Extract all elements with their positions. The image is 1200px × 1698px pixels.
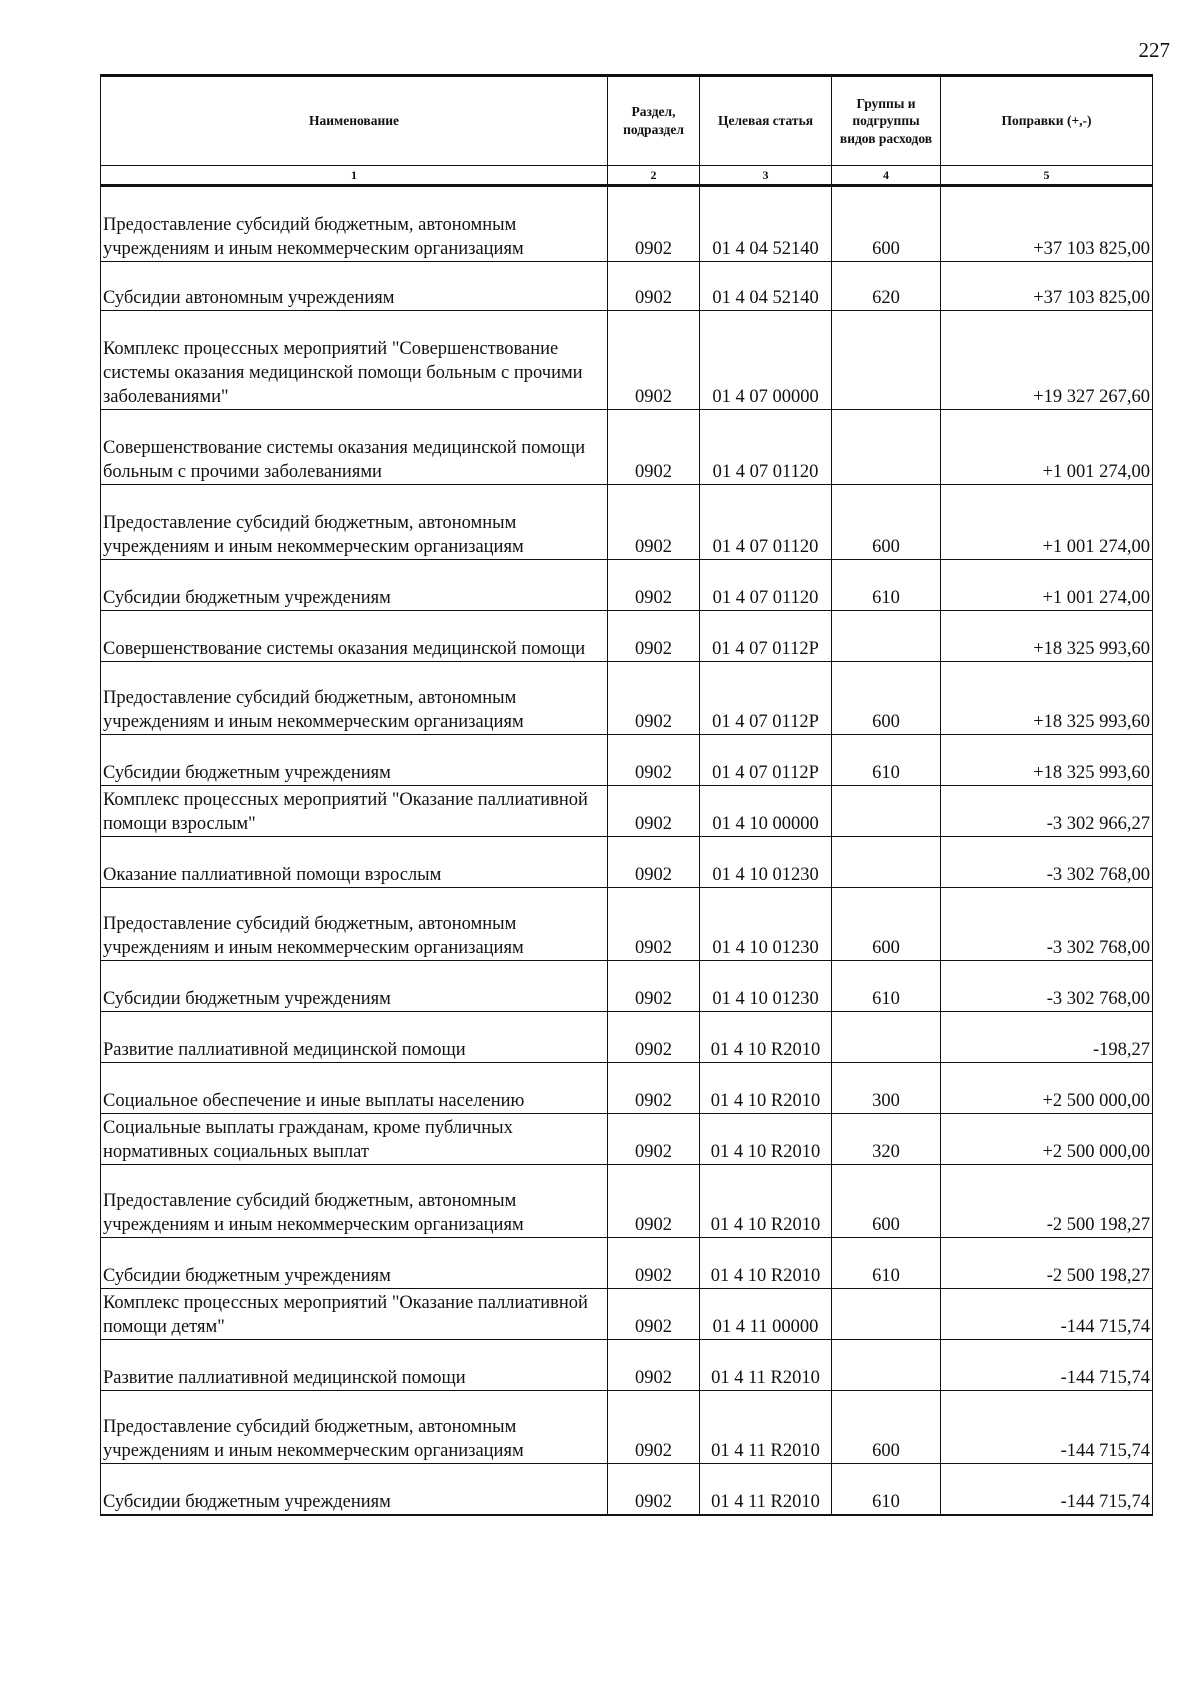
row-amount: +1 001 274,00 bbox=[941, 410, 1153, 485]
row-section: 0902 bbox=[608, 311, 700, 410]
row-section: 0902 bbox=[608, 1165, 700, 1238]
row-section: 0902 bbox=[608, 560, 700, 611]
row-section: 0902 bbox=[608, 786, 700, 837]
row-name: Субсидии бюджетным учреждениям bbox=[101, 735, 608, 786]
row-group: 610 bbox=[832, 961, 941, 1012]
row-group: 600 bbox=[832, 888, 941, 961]
table-row bbox=[101, 410, 1153, 485]
row-target: 01 4 07 00000 bbox=[700, 311, 832, 410]
row-amount: -144 715,74 bbox=[941, 1464, 1153, 1516]
row-section: 0902 bbox=[608, 1289, 700, 1340]
column-number-row bbox=[101, 166, 1153, 186]
row-section: 0902 bbox=[608, 1238, 700, 1289]
table-body bbox=[101, 186, 1153, 1516]
row-name: Совершенствование системы оказания медицинской помощи больным с прочими заболеваниями bbox=[101, 410, 608, 485]
row-target: 01 4 10 01230 bbox=[700, 961, 832, 1012]
row-target: 01 4 07 0112Р bbox=[700, 611, 832, 662]
row-amount: -198,27 bbox=[941, 1012, 1153, 1063]
header-target: Целевая статья bbox=[700, 76, 832, 166]
row-section: 0902 bbox=[608, 1464, 700, 1516]
row-target: 01 4 10 R2010 bbox=[700, 1165, 832, 1238]
table-row bbox=[101, 735, 1153, 786]
row-name: Развитие паллиативной медицинской помощи bbox=[101, 1340, 608, 1391]
row-section: 0902 bbox=[608, 735, 700, 786]
row-name: Комплекс процессных мероприятий "Оказание паллиативной помощи детям" bbox=[101, 1289, 608, 1340]
row-group: 600 bbox=[832, 186, 941, 262]
row-section: 0902 bbox=[608, 410, 700, 485]
table-header-row bbox=[101, 76, 1153, 166]
row-name: Комплекс процессных мероприятий "Оказание паллиативной помощи взрослым" bbox=[101, 786, 608, 837]
table-row bbox=[101, 1114, 1153, 1165]
row-group: 600 bbox=[832, 662, 941, 735]
row-amount: -3 302 768,00 bbox=[941, 837, 1153, 888]
row-target: 01 4 07 0112Р bbox=[700, 662, 832, 735]
table-row bbox=[101, 485, 1153, 560]
table-row bbox=[101, 1063, 1153, 1114]
row-name: Комплекс процессных мероприятий "Совершенствование системы оказания медицинской помощи больным с прочими заболеваниями" bbox=[101, 311, 608, 410]
table-row bbox=[101, 1391, 1153, 1464]
row-section: 0902 bbox=[608, 1114, 700, 1165]
row-name: Совершенствование системы оказания медицинской помощи bbox=[101, 611, 608, 662]
row-target: 01 4 07 01120 bbox=[700, 485, 832, 560]
row-amount: +1 001 274,00 bbox=[941, 560, 1153, 611]
row-group: 600 bbox=[832, 1391, 941, 1464]
row-amount: -3 302 768,00 bbox=[941, 888, 1153, 961]
row-group bbox=[832, 1012, 941, 1063]
row-amount: +2 500 000,00 bbox=[941, 1063, 1153, 1114]
table-row bbox=[101, 1340, 1153, 1391]
row-section: 0902 bbox=[608, 1391, 700, 1464]
row-amount: +18 325 993,60 bbox=[941, 735, 1153, 786]
column-number: 4 bbox=[832, 166, 941, 186]
row-name: Социальное обеспечение и иные выплаты населению bbox=[101, 1063, 608, 1114]
table-row bbox=[101, 1238, 1153, 1289]
table-row bbox=[101, 837, 1153, 888]
row-name: Оказание паллиативной помощи взрослым bbox=[101, 837, 608, 888]
column-number: 3 bbox=[700, 166, 832, 186]
row-amount: -3 302 768,00 bbox=[941, 961, 1153, 1012]
row-group: 610 bbox=[832, 1238, 941, 1289]
row-name: Субсидии бюджетным учреждениям bbox=[101, 560, 608, 611]
row-group bbox=[832, 1289, 941, 1340]
row-target: 01 4 11 R2010 bbox=[700, 1464, 832, 1516]
row-amount: +18 325 993,60 bbox=[941, 611, 1153, 662]
row-group: 600 bbox=[832, 485, 941, 560]
row-name: Предоставление субсидий бюджетным, автономным учреждениям и иным некоммерческим организациям bbox=[101, 1165, 608, 1238]
row-amount: +19 327 267,60 bbox=[941, 311, 1153, 410]
row-section: 0902 bbox=[608, 961, 700, 1012]
header-groups: Группы и подгруппы видов расходов bbox=[832, 76, 941, 166]
row-section: 0902 bbox=[608, 611, 700, 662]
row-group: 600 bbox=[832, 1165, 941, 1238]
row-group bbox=[832, 786, 941, 837]
row-section: 0902 bbox=[608, 662, 700, 735]
row-amount: -3 302 966,27 bbox=[941, 786, 1153, 837]
row-section: 0902 bbox=[608, 1340, 700, 1391]
row-target: 01 4 10 R2010 bbox=[700, 1114, 832, 1165]
table-row bbox=[101, 1165, 1153, 1238]
column-number: 5 bbox=[941, 166, 1153, 186]
row-name: Субсидии бюджетным учреждениям bbox=[101, 961, 608, 1012]
row-amount: +2 500 000,00 bbox=[941, 1114, 1153, 1165]
row-group: 620 bbox=[832, 262, 941, 311]
table-row bbox=[101, 262, 1153, 311]
row-target: 01 4 04 52140 bbox=[700, 262, 832, 311]
row-target: 01 4 11 R2010 bbox=[700, 1391, 832, 1464]
row-section: 0902 bbox=[608, 1012, 700, 1063]
table-row bbox=[101, 888, 1153, 961]
table-row bbox=[101, 611, 1153, 662]
table-row bbox=[101, 186, 1153, 262]
row-section: 0902 bbox=[608, 888, 700, 961]
row-group bbox=[832, 837, 941, 888]
table-row bbox=[101, 1012, 1153, 1063]
budget-amendments-table bbox=[100, 74, 1153, 1516]
row-section: 0902 bbox=[608, 1063, 700, 1114]
row-target: 01 4 07 01120 bbox=[700, 560, 832, 611]
table-row bbox=[101, 786, 1153, 837]
row-section: 0902 bbox=[608, 186, 700, 262]
row-target: 01 4 10 R2010 bbox=[700, 1063, 832, 1114]
table-row bbox=[101, 1464, 1153, 1516]
row-group bbox=[832, 410, 941, 485]
row-amount: +18 325 993,60 bbox=[941, 662, 1153, 735]
row-group bbox=[832, 311, 941, 410]
row-amount: +37 103 825,00 bbox=[941, 262, 1153, 311]
row-group bbox=[832, 611, 941, 662]
row-group: 610 bbox=[832, 560, 941, 611]
row-section: 0902 bbox=[608, 485, 700, 560]
row-amount: -144 715,74 bbox=[941, 1340, 1153, 1391]
row-name: Субсидии бюджетным учреждениям bbox=[101, 1464, 608, 1516]
header-name: Наименование bbox=[101, 76, 608, 166]
row-amount: +37 103 825,00 bbox=[941, 186, 1153, 262]
row-amount: -2 500 198,27 bbox=[941, 1238, 1153, 1289]
page-number: 227 bbox=[1138, 38, 1170, 62]
row-target: 01 4 07 0112Р bbox=[700, 735, 832, 786]
row-target: 01 4 11 00000 bbox=[700, 1289, 832, 1340]
row-target: 01 4 10 00000 bbox=[700, 786, 832, 837]
row-amount: -2 500 198,27 bbox=[941, 1165, 1153, 1238]
header-section: Раздел, подраздел bbox=[608, 76, 700, 166]
row-target: 01 4 10 01230 bbox=[700, 888, 832, 961]
row-group bbox=[832, 1340, 941, 1391]
row-name: Субсидии автономным учреждениям bbox=[101, 262, 608, 311]
row-name: Предоставление субсидий бюджетным, автономным учреждениям и иным некоммерческим организациям bbox=[101, 485, 608, 560]
row-name: Субсидии бюджетным учреждениям bbox=[101, 1238, 608, 1289]
row-name: Предоставление субсидий бюджетным, автономным учреждениям и иным некоммерческим организациям bbox=[101, 888, 608, 961]
row-name: Предоставление субсидий бюджетным, автономным учреждениям и иным некоммерческим организациям bbox=[101, 1391, 608, 1464]
row-section: 0902 bbox=[608, 262, 700, 311]
row-target: 01 4 07 01120 bbox=[700, 410, 832, 485]
row-name: Предоставление субсидий бюджетным, автономным учреждениям и иным некоммерческим организациям bbox=[101, 186, 608, 262]
row-target: 01 4 11 R2010 bbox=[700, 1340, 832, 1391]
row-target: 01 4 10 01230 bbox=[700, 837, 832, 888]
row-target: 01 4 10 R2010 bbox=[700, 1238, 832, 1289]
row-amount: -144 715,74 bbox=[941, 1391, 1153, 1464]
table-row bbox=[101, 1289, 1153, 1340]
row-group: 320 bbox=[832, 1114, 941, 1165]
header-amendments: Поправки (+,-) bbox=[941, 76, 1153, 166]
table-row bbox=[101, 560, 1153, 611]
table-row bbox=[101, 311, 1153, 410]
row-target: 01 4 10 R2010 bbox=[700, 1012, 832, 1063]
row-name: Развитие паллиативной медицинской помощи bbox=[101, 1012, 608, 1063]
table-row bbox=[101, 662, 1153, 735]
row-amount: -144 715,74 bbox=[941, 1289, 1153, 1340]
column-number: 2 bbox=[608, 166, 700, 186]
row-name: Социальные выплаты гражданам, кроме публичных нормативных социальных выплат bbox=[101, 1114, 608, 1165]
row-name: Предоставление субсидий бюджетным, автономным учреждениям и иным некоммерческим организациям bbox=[101, 662, 608, 735]
row-group: 610 bbox=[832, 735, 941, 786]
row-amount: +1 001 274,00 bbox=[941, 485, 1153, 560]
row-section: 0902 bbox=[608, 837, 700, 888]
table-row bbox=[101, 961, 1153, 1012]
row-target: 01 4 04 52140 bbox=[700, 186, 832, 262]
row-group: 300 bbox=[832, 1063, 941, 1114]
row-group: 610 bbox=[832, 1464, 941, 1516]
column-number: 1 bbox=[101, 166, 608, 186]
